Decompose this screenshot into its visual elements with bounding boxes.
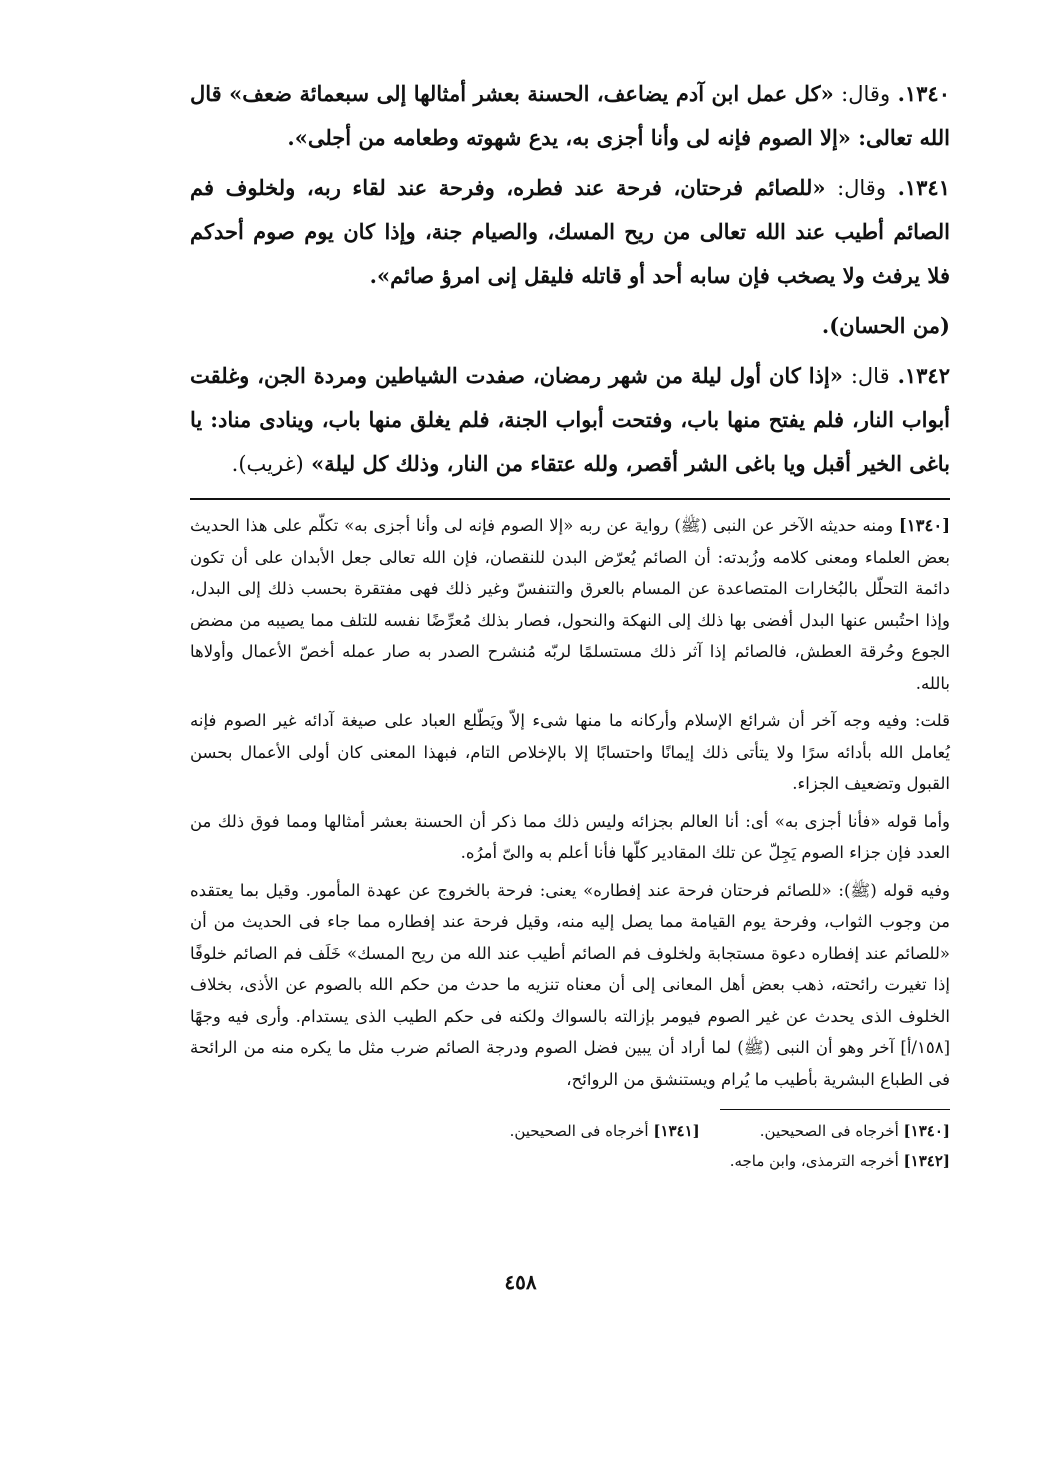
- footnote-text: أخرجاه فى الصحيحين.: [509, 1122, 649, 1140]
- commentary-paragraph: [190, 875, 950, 1096]
- footnote-divider: [720, 1109, 950, 1110]
- footnote-row: [190, 1146, 950, 1176]
- commentary-paragraph: [190, 705, 950, 800]
- hadith-number: ١٣٤١.: [897, 175, 950, 200]
- hadith-number: ١٣٤٠.: [897, 81, 950, 106]
- hadith-intro: وقال:: [841, 82, 891, 106]
- section-source-label: (من الحسان).: [821, 313, 950, 338]
- commentary-paragraph: [190, 510, 950, 699]
- footnotes: [190, 1116, 950, 1176]
- footnote-number: [١٣٤١]: [653, 1122, 700, 1140]
- footnote: [730, 1146, 950, 1176]
- footnote-number: [١٣٤٠]: [903, 1122, 950, 1140]
- hadith-number: ١٣٤٢.: [897, 363, 950, 388]
- footnote-text: أخرجاه فى الصحيحين.: [759, 1122, 899, 1140]
- hadith-intro: وقال:: [837, 176, 886, 200]
- hadith-text: «للصائم فرحتان، فرحة عند فطره، وفرحة عند لقاء ربه، ولخلوف فم الصائم أطيب عند الله تعالى من ريح المسك، والصيام جنة، وإذا كان يوم صوم أحدكم فلا يرفث ولا يصخب فإن سابه أحد أو قاتله فليقل إنى امرؤ صائم».: [190, 175, 950, 288]
- commentary-text: وفيه قوله (ﷺ): «للصائم فرحتان فرحة عند إفطاره» يعنى: فرحة بالخروج عن عهدة المأمور. وقيل بما يعتقده من وجوب الثواب، وفرحة يوم القيامة مما يصل إليه منه، وقيل فرحة عند إفطاره مما جاء فى الحديث من أن «للصائم عند إفطاره دعوة مستجابة ولخلوف فم الصائم أطيب عند الله من ريح المسك» خَلَف فم الصائم خلوفًا إذا تغيرت رائحته، ذهب بعض أهل المعانى إلى أن معناه تنزيه ما حدث من حكم الله بالصوم عن الأذى، بخلاف الخلوف الذى يحدث عن غير الصوم فيومر بإزالته بالسواك ولكنه فى حكم الطيب الذى يستدام. وأرى فيه وجهًا [١٥٨/أ] آخر وهو أن النبى (ﷺ) لما أراد أن يبين فضل الصوم ودرجة الصائم ضرب مثل ما يكره منه من الرائحة فى الطباع البشرية بأطيب ما يُرام ويستنشق من الروائح،: [190, 880, 950, 1089]
- hadith-text: «كل عمل ابن آدم يضاعف، الحسنة بعشر أمثالها إلى سبعمائة ضعف» قال الله تعالى: «إلا الصوم فإنه لى وأنا أجزى به، يدع شهوته وطعامه من أجلى».: [190, 81, 950, 150]
- hadith-1341: [190, 166, 950, 298]
- commentary-text: ومنه حديثه الآخر عن النبى (ﷺ) رواية عن ربه «إلا الصوم فإنه لى وأنا أجزى به» تكلّم على هذا الحديث بعض العلماء ومعنى كلامه وزُبدته: أن الصائم يُعرّض البدن للنقصان، فإن الله تعالى جعل الأبدان على أن تكون دائمة التحلّل بالبُخارات المتصاعدة عن المسام بالعرق والتنفسّ وغير ذلك فهى مفتقرة بحسب ذلك إلى البدل، وإذا احتُبس عنها البدل أفضى بها ذلك إلى النهكة والنحول، فصار بذلك مُعرِّضًا نفسه للتلف مما يصيبه من مضض الجوع وحُرقة العطش، فالصائم إذا آثر ذلك مستسلمًا لربّه مُنشرح الصدر به صار عمله أخصّ الأعمال وأولاها بالله.: [190, 516, 950, 693]
- commentary-ref: [١٣٤٠]: [898, 516, 950, 535]
- page-number: ٤٥٨: [504, 1270, 537, 1294]
- footnote-text: أخرجه الترمذى، وابن ماجه.: [729, 1152, 899, 1170]
- hadith-intro: قال:: [850, 364, 890, 388]
- hadith-grade: (غريب).: [231, 452, 304, 476]
- footnote-row: [190, 1116, 950, 1146]
- commentary-text: وأما قوله «فأنا أجزى به» أى: أنا العالم بجزائه وليس ذلك مما ذكر أن الحسنة بعشر أمثالها ومما فوق ذلك من العدد فإن جزاء الصوم يَجِلّ عن تلك المقادير كلّها فأنا أعلم به والىّ أمرُه.: [190, 811, 950, 862]
- commentary-text: قلت: وفيه وجه آخر أن شرائع الإسلام وأركانه ما منها شىء إلاّ ويَطّلع العباد على صيغة آدائه غير الصوم فإنه يُعامل الله بأدائه سرًا ولا يتأتى ذلك إيمانًا واحتسابًا إلا بالإخلاص التام، فبهذا المعنى كان أولى الأعمال بحسن القبول وتضعيف الجزاء.: [190, 711, 950, 793]
- hadith-1342: [190, 354, 950, 486]
- hadith-1340: [190, 72, 950, 160]
- footnote-number: [١٣٤٢]: [903, 1152, 950, 1170]
- footnote: [760, 1116, 950, 1146]
- page-body: [190, 72, 950, 1176]
- hadith-text: «إذا كان أول ليلة من شهر رمضان، صفدت الشياطين ومردة الجن، وغلقت أبواب النار، فلم يفتح منها باب، وفتحت أبواب الجنة، فلم يغلق منها باب، وينادى مناد: يا باغى الخير أقبل ويا باغى الشر أقصر، ولله عتقاء من النار، وذلك كل ليلة»: [190, 363, 950, 476]
- commentary-divider: [190, 498, 950, 500]
- footnote: [510, 1116, 700, 1146]
- commentary-paragraph: [190, 806, 950, 869]
